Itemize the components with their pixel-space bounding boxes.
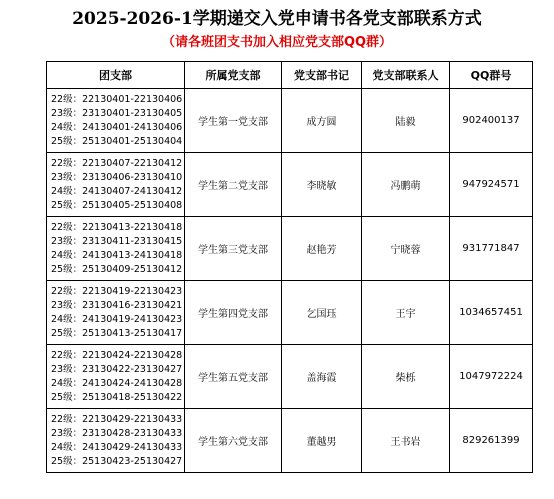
secretary-cell: 赵艳芳	[282, 217, 362, 281]
header-party-branch: 所属党支部	[185, 62, 282, 89]
class-range-cell	[47, 281, 185, 345]
table-row	[47, 345, 533, 409]
party-branch-cell: 学生第三党支部	[185, 217, 282, 281]
secretary-cell: 盖海霞	[282, 345, 362, 409]
class-range-line: 23级：23130406-23130410	[51, 171, 183, 183]
class-range-line: 22级：22130401-22130406	[51, 93, 183, 105]
secretary-cell: 董越男	[282, 409, 362, 473]
class-range-line: 22级：22130424-22130428	[51, 349, 183, 361]
class-range-cell	[47, 217, 185, 281]
qq-group-cell: 1047972224	[450, 345, 533, 409]
contact-cell: 宁晓蓉	[362, 217, 450, 281]
secretary-cell: 李晓敏	[282, 153, 362, 217]
class-range-line: 25级：25130423-25130427	[51, 455, 183, 467]
page-title: 2025-2026-1学期递交入党申请书各党支部联系方式	[72, 9, 482, 29]
party-branch-cell: 学生第四党支部	[185, 281, 282, 345]
qq-group-cell: 902400137	[450, 89, 533, 153]
class-range-line: 23级：23130428-23130433	[51, 427, 183, 439]
party-branch-contact-table	[46, 61, 533, 473]
table-row	[47, 409, 533, 473]
class-range-line: 22级：22130429-22130433	[51, 413, 183, 425]
qq-group-cell: 829261399	[450, 409, 533, 473]
qq-group-cell: 1034657451	[450, 281, 533, 345]
contact-cell: 王宇	[362, 281, 450, 345]
contact-cell: 冯鹏萌	[362, 153, 450, 217]
class-range-cell	[47, 153, 185, 217]
secretary-cell: 乞国珏	[282, 281, 362, 345]
class-range-line: 23级：23130422-23130427	[51, 363, 183, 375]
class-range-line: 24级：24130401-24130406	[51, 121, 183, 133]
secretary-cell: 成方圆	[282, 89, 362, 153]
class-range-line: 23级：23130411-23130415	[51, 235, 183, 247]
class-range-line: 25级：25130401-25130404	[51, 135, 183, 147]
table-header-row	[47, 62, 533, 89]
class-range-line: 25级：25130413-25130417	[51, 327, 183, 339]
header-qq-group: QQ群号	[450, 62, 533, 89]
header-party-secretary: 党支部书记	[282, 62, 362, 89]
class-range-line: 24级：24130429-24130433	[51, 441, 183, 453]
class-range-cell	[47, 89, 185, 153]
class-range-cell	[47, 345, 185, 409]
table-row	[47, 217, 533, 281]
table-row	[47, 153, 533, 217]
party-branch-cell: 学生第一党支部	[185, 89, 282, 153]
class-range-cell	[47, 409, 185, 473]
class-range-line: 22级：22130419-22130423	[51, 285, 183, 297]
class-range-line: 25级：25130405-25130408	[51, 199, 183, 211]
table-row	[47, 281, 533, 345]
class-range-line: 23级：23130416-23130421	[51, 299, 183, 311]
class-range-line: 24级：24130424-24130428	[51, 377, 183, 389]
qq-group-cell: 931771847	[450, 217, 533, 281]
class-range-line: 23级：23130401-23130405	[51, 107, 183, 119]
class-range-line: 22级：22130413-22130418	[51, 221, 183, 233]
class-range-line: 25级：25130418-25130422	[51, 391, 183, 403]
page-subtitle-notice: （请各班团支书加入相应党支部QQ群）	[161, 35, 393, 50]
table-row	[47, 89, 533, 153]
class-range-line: 22级：22130407-22130412	[51, 157, 183, 169]
party-branch-cell: 学生第五党支部	[185, 345, 282, 409]
contact-cell: 陆毅	[362, 89, 450, 153]
party-branch-cell: 学生第二党支部	[185, 153, 282, 217]
class-range-line: 25级：25130409-25130412	[51, 263, 183, 275]
contact-cell: 柴栎	[362, 345, 450, 409]
party-branch-cell: 学生第六党支部	[185, 409, 282, 473]
class-range-line: 24级：24130407-24130412	[51, 185, 183, 197]
contact-cell: 王书岩	[362, 409, 450, 473]
class-range-line: 24级：24130419-24130423	[51, 313, 183, 325]
qq-group-cell: 947924571	[450, 153, 533, 217]
header-youth-league-branch: 团支部	[47, 62, 185, 89]
class-range-line: 24级：24130413-24130418	[51, 249, 183, 261]
header-party-contact: 党支部联系人	[362, 62, 450, 89]
